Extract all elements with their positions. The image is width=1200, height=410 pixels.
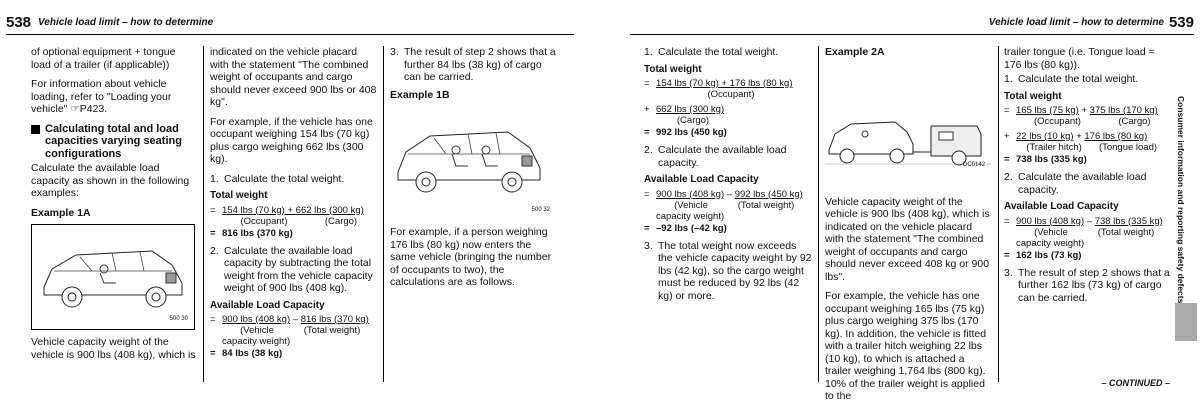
column-2 [210, 46, 378, 359]
left-page [0, 0, 600, 402]
formula-sub: (Occupant) [707, 89, 755, 100]
formula-heading: Available Load Capacity [1004, 201, 1119, 212]
square-bullet-icon [31, 125, 40, 134]
formula-result: = 816 lbs (370 kg) [210, 227, 293, 239]
suv-occupants-icon [390, 106, 556, 218]
side-tab-marker [1175, 303, 1197, 341]
page-header [6, 14, 574, 35]
step-item: 1. Calculate the total weight. [644, 46, 779, 58]
column-2 [825, 46, 993, 410]
formula-line: = 154 lbs (70 kg) + 176 lbs (80 kg) [644, 78, 793, 89]
page-number: 538 [6, 14, 32, 31]
formula-heading: Total weight [210, 190, 268, 201]
formula-sub: (Cargo) [676, 115, 710, 126]
step-item: 2. Calculate the available load capacity. [1004, 171, 1147, 196]
formula-sub: (Vehicle (Total weight) [1034, 226, 1155, 238]
right-page [600, 0, 1200, 402]
step-item: 3. The result of step 2 shows that a further 162 lbs (73 kg) of cargo can be carried. [1004, 266, 1170, 304]
page-number: 539 [1168, 14, 1194, 31]
formula-sub: capacity weight) [222, 336, 291, 347]
example-title: Example 2A [825, 46, 885, 58]
formula-result: = 84 lbs (38 kg) [210, 348, 283, 359]
image-code: 500 32 [531, 206, 550, 213]
page-header [630, 14, 1194, 35]
page-header-title: Vehicle load limit – how to determine [988, 17, 1164, 28]
formula-sub: capacity weight) [1016, 237, 1085, 249]
formula-result: = 738 lbs (335 kg) [1004, 154, 1087, 165]
paragraph: Vehicle capacity weight of the vehicle is 900 lbs (408 kg), which is [31, 336, 196, 361]
formula-result: = –92 lbs (–42 kg) [644, 222, 727, 234]
paragraph: of optional equipment + tongue load of a trailer (if applicable)) [31, 46, 176, 71]
formula-result: = 162 lbs (73 kg) [1004, 249, 1082, 261]
column-divider [203, 46, 204, 382]
side-tab [1174, 96, 1194, 316]
formula-heading: Available Load Capacity [210, 299, 325, 311]
vehicle-illustration [390, 106, 556, 218]
column-divider [818, 46, 819, 382]
page-header-title: Vehicle load limit – how to determine [38, 17, 214, 28]
paragraph: trailer tongue (i.e. Tongue load = 176 lbs (80 kg)). [1004, 46, 1155, 71]
paragraph: For example, the vehicle has one occupant weighing 165 lbs (75 kg) plus cargo weighing 375 lbs (170 kg). In addition, the vehicle is fitted with a trailer hitch weighing 22 lbs (10 kg), to which is attached a trailer weighing 1,764 lbs (800 kg). 10% of the trailer weight is applied to the [825, 290, 987, 402]
formula-line: = 165 lbs (75 kg) + 375 lbs (170 kg) [1004, 105, 1158, 116]
formula-sub: (Occupant) (Cargo) [240, 215, 358, 227]
section-heading: Calculating total and load capacities varying seating configurations [31, 123, 197, 161]
paragraph: Calculate the available load capacity as shown in the following examples: [31, 162, 190, 199]
column-1 [31, 46, 197, 368]
paragraph: indicated on the vehicle placard with the statement "The combined weight of occupants and cargo should never exceed 900 lbs or 408 kg". [210, 46, 377, 108]
example-title: Example 1B [390, 88, 450, 101]
image-code: DC0142 [962, 162, 985, 168]
column-3 [390, 46, 557, 296]
vehicle-illustration [31, 224, 195, 330]
formula-sub: (Trailer hitch) (Tongue load) [1026, 142, 1158, 153]
example-title: Example 1A [31, 206, 91, 219]
formula-line: = 154 lbs (70 kg) + 662 lbs (300 kg) [210, 204, 364, 216]
formula-line: = 900 lbs (408 kg) – 816 lbs (370 kg) [210, 314, 369, 325]
step-item: 2. Calculate the available load capacity. [644, 144, 787, 169]
side-tab-label: Consumer information and reporting safety defects [1176, 96, 1186, 304]
formula-sub: (Vehicle (Total weight) [240, 325, 361, 336]
formula-line: = 900 lbs (408 kg) – 738 lbs (335 kg) [1004, 215, 1163, 227]
column-divider [383, 46, 384, 382]
formula-result: = 992 lbs (450 kg) [644, 127, 727, 138]
formula-line: = 900 lbs (408 kg) – 992 lbs (450 kg) [644, 188, 803, 200]
formula-sub: (Vehicle (Total weight) [674, 199, 795, 211]
formula-line: + 22 lbs (10 kg) + 176 lbs (80 kg) [1004, 131, 1148, 142]
step-item: 3. The total weight now exceeds the vehicle capacity weight by 92 lbs (42 kg), so the cargo weight must be reduced by 92 lbs (42 kg) or more. [644, 239, 812, 302]
paragraph: For example, if a person weighing 176 lbs (80 kg) now enters the same vehicle (bringing the number of occupants to two), the calculations are as follows. [390, 226, 552, 288]
step-item: 2. Calculate the available load capacity by subtracting the total weight from the vehicle capacity weight of 900 lbs (408 kg). [210, 244, 373, 294]
paragraph: For information about vehicle loading, refer to "Loading your vehicle" ☞P423. [31, 78, 172, 115]
vehicle-trailer-illustration [825, 64, 991, 190]
step-item: 1. Calculate the total weight. [210, 172, 345, 185]
step-item: 1. Calculate the total weight. [1004, 73, 1139, 85]
column-3 [1004, 46, 1170, 309]
paragraph: For example, if the vehicle has one occupant weighing 154 lbs (70 kg) plus cargo weighing 662 lbs (300 kg). [210, 115, 373, 165]
paragraph: Vehicle capacity weight of the vehicle is 900 lbs (408 kg), which is indicated on the vehicle placard with the statement "The combined weight of occupants and cargo should never exceed 408 kg or 900 lbs". [825, 195, 990, 283]
formula-sub: capacity weight) [656, 210, 725, 222]
formula-heading: Total weight [1004, 90, 1062, 102]
step-item: 3. The result of step 2 shows that a further 84 lbs (38 kg) of cargo can be carried. [390, 46, 556, 83]
column-1 [644, 46, 812, 307]
formula-sub: (Occupant) (Cargo) [1033, 116, 1151, 127]
formula-heading: Total weight [644, 63, 702, 75]
column-divider [998, 46, 999, 382]
image-code: 500 30 [169, 315, 188, 322]
formula-line: + 662 lbs (300 kg) [644, 104, 725, 115]
continued-label: – CONTINUED – [1101, 378, 1170, 388]
formula-heading: Available Load Capacity [644, 174, 759, 185]
